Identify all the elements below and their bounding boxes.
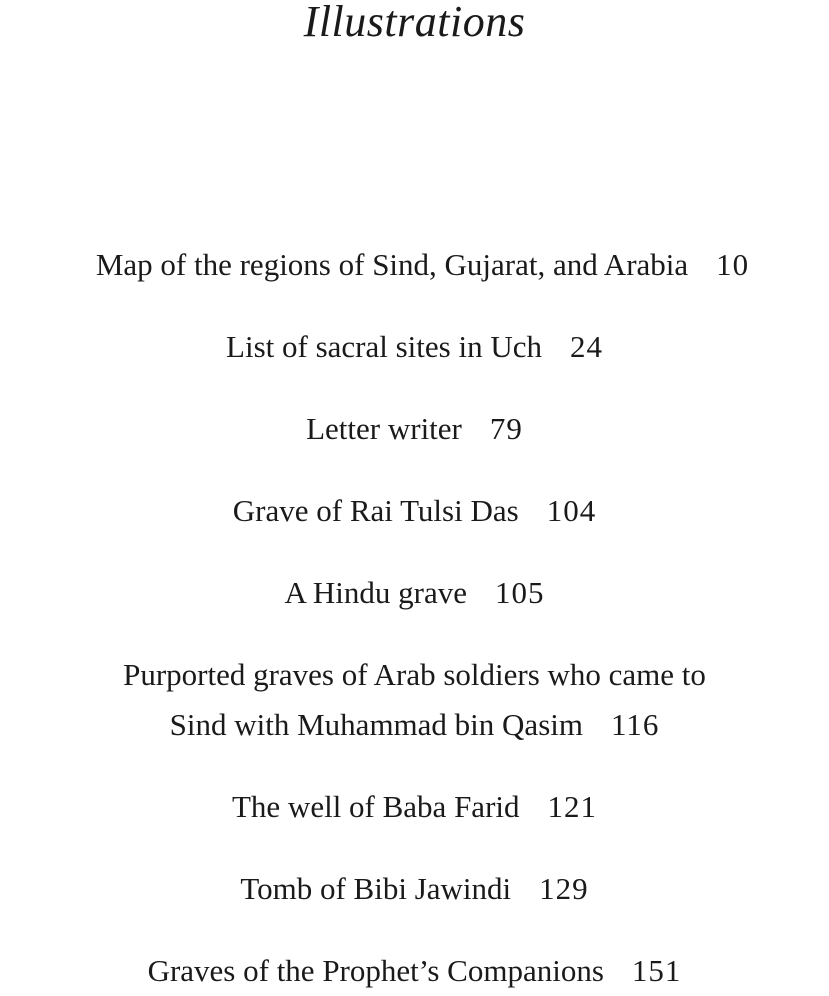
entry-caption: A Hindu grave [284,575,468,610]
entry-page-number: 116 [610,707,660,742]
entry-caption-line-1: Purported graves of Arab soldiers who came to [123,657,706,692]
entry-page-number: 79 [489,411,523,446]
entry-page-number: 104 [546,493,597,528]
list-item [0,568,829,618]
list-item [0,946,829,996]
entry-caption: The well of Baba Farid [231,789,520,824]
list-item [0,322,829,372]
page-title: Illustrations [303,0,526,46]
entry-caption: Grave of Rai Tulsi Das [232,493,519,528]
entry-page-number: 10 [716,247,750,282]
entry-caption-line-2-row [0,700,829,750]
entry-caption: Tomb of Bibi Jawindi [240,871,512,906]
list-item [0,650,829,750]
entry-caption: Map of the regions of Sind, Gujarat, and Arabia [95,247,689,282]
entry-page-number: 24 [569,329,603,364]
list-item [0,864,829,914]
list-item [0,240,829,290]
list-item [0,486,829,536]
entry-page-number: 151 [631,953,682,988]
entry-caption-line-2: Sind with Muhammad bin Qasim [169,707,583,742]
entry-page-number: 121 [547,789,598,824]
list-item [0,404,829,454]
entry-page-number: 129 [539,871,589,906]
entry-caption: Letter writer [306,411,462,446]
entry-caption: List of sacral sites in Uch [226,329,542,364]
entry-caption: Graves of the Prophet’s Companions [147,953,604,988]
list-item [0,782,829,832]
entry-page-number: 105 [495,575,545,610]
